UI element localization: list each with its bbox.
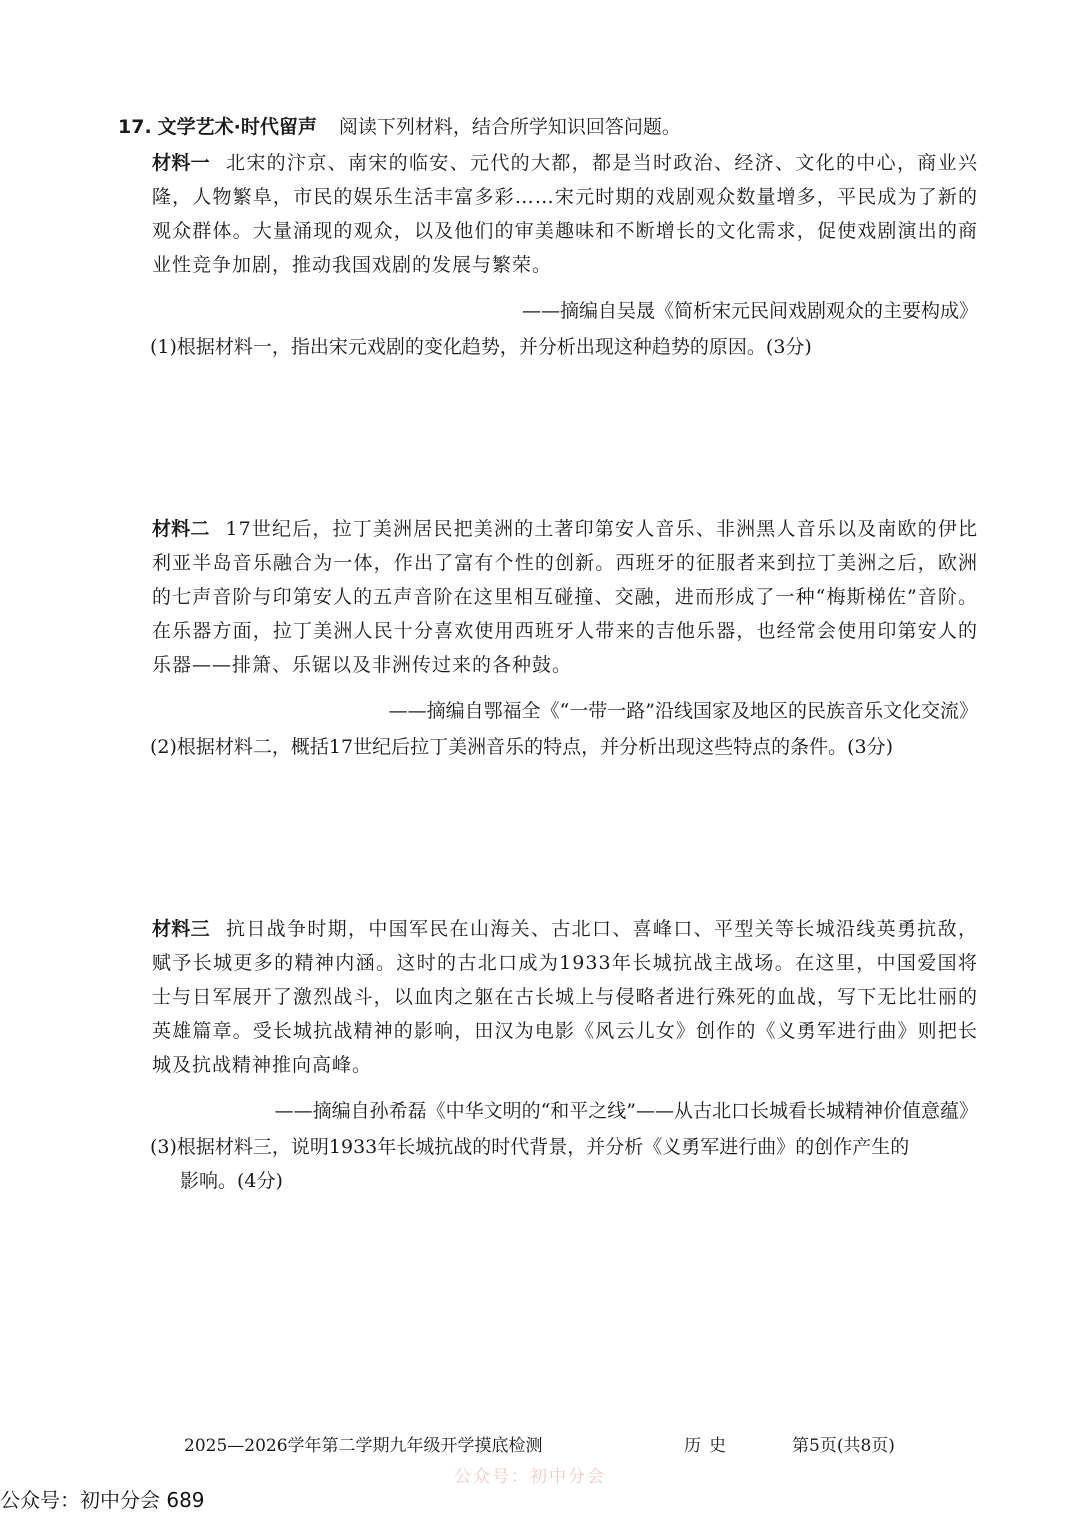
sub-question-3-line2: 影响。(4分) [180,1170,283,1192]
material-three-label: 材料三 [152,918,210,940]
account-caption: 公众号：初中分会 689 [0,1488,205,1512]
material-two-label: 材料二 [152,518,210,540]
material-one-source: ——摘编自吴晟《简析宋元民间戏剧观众的主要构成》 [521,300,978,322]
footer-page-number: 第5页(共8页) [792,1436,895,1456]
question-title: 文学艺术·时代留声 [157,116,317,138]
question-header [118,112,681,142]
material-three [152,912,978,1082]
material-one [152,146,978,282]
material-three-source: ——摘编自孙希磊《中华文明的“和平之线”——从古北口长城看长城精神价值意蕴》 [274,1100,978,1122]
watermark-text: 公众号：初中分会 [454,1467,606,1487]
sub-question-3 [150,1130,978,1198]
sub-question-1: (1)根据材料一，指出宋元戏剧的变化趋势，并分析出现这种趋势的原因。(3分) [150,336,812,358]
footer-exam-title: 2025—2026学年第二学期九年级开学摸底检测 [184,1436,543,1456]
material-two-text: 17世纪后，拉丁美洲居民把美洲的土著印第安人音乐、非洲黑人音乐以及南欧的伊比利亚半岛音乐融合为一体，作出了富有个性的创新。西班牙的征服者来到拉丁美洲之后，欧洲的七声音阶与印第安人的五声音阶在这里相互碰撞、交融，进而形成了一种“梅斯梯佐”音阶。在乐器方面，拉丁美洲人民十分喜欢使用西班牙人带来的吉他乐器，也经常会使用印第安人的乐器——排箫、乐锯以及非洲传过来的各种鼓。 [152,518,978,676]
footer-subject: 历史 [684,1436,734,1456]
question-number: 17. [118,116,152,138]
question-instruction: 阅读下列材料，结合所学知识回答问题。 [338,116,681,138]
material-two-source: ——摘编自鄂福全《“一带一路”沿线国家及地区的民族音乐文化交流》 [388,700,978,722]
sub-question-2: (2)根据材料二，概括17世纪后拉丁美洲音乐的特点，并分析出现这些特点的条件。(3分) [150,736,894,758]
material-three-text: 抗日战争时期，中国军民在山海关、古北口、喜峰口、平型关等长城沿线英勇抗敌，赋予长城更多的精神内涵。这时的古北口成为1933年长城抗战主战场。在这里，中国爱国将士与日军展开了激烈战斗，以血肉之躯在古长城上与侵略者进行殊死的血战，写下无比壮丽的英雄篇章。受长城抗战精神的影响，田汉为电影《风云儿女》创作的《义勇军进行曲》则把长城及抗战精神推向高峰。 [152,918,978,1076]
material-one-label: 材料一 [152,152,210,174]
material-one-text: 北宋的汴京、南宋的临安、元代的大都，都是当时政治、经济、文化的中心，商业兴隆，人物繁阜，市民的娱乐生活丰富多彩……宋元时期的戏剧观众数量增多，平民成为了新的观众群体。大量涌现的观众，以及他们的审美趣味和不断增长的文化需求，促使戏剧演出的商业性竞争加剧，推动我国戏剧的发展与繁荣。 [152,152,978,276]
material-two [152,512,978,682]
sub-question-3-line1: (3)根据材料三，说明1933年长城抗战的时代背景，并分析《义勇军进行曲》的创作产生的 [150,1136,910,1158]
